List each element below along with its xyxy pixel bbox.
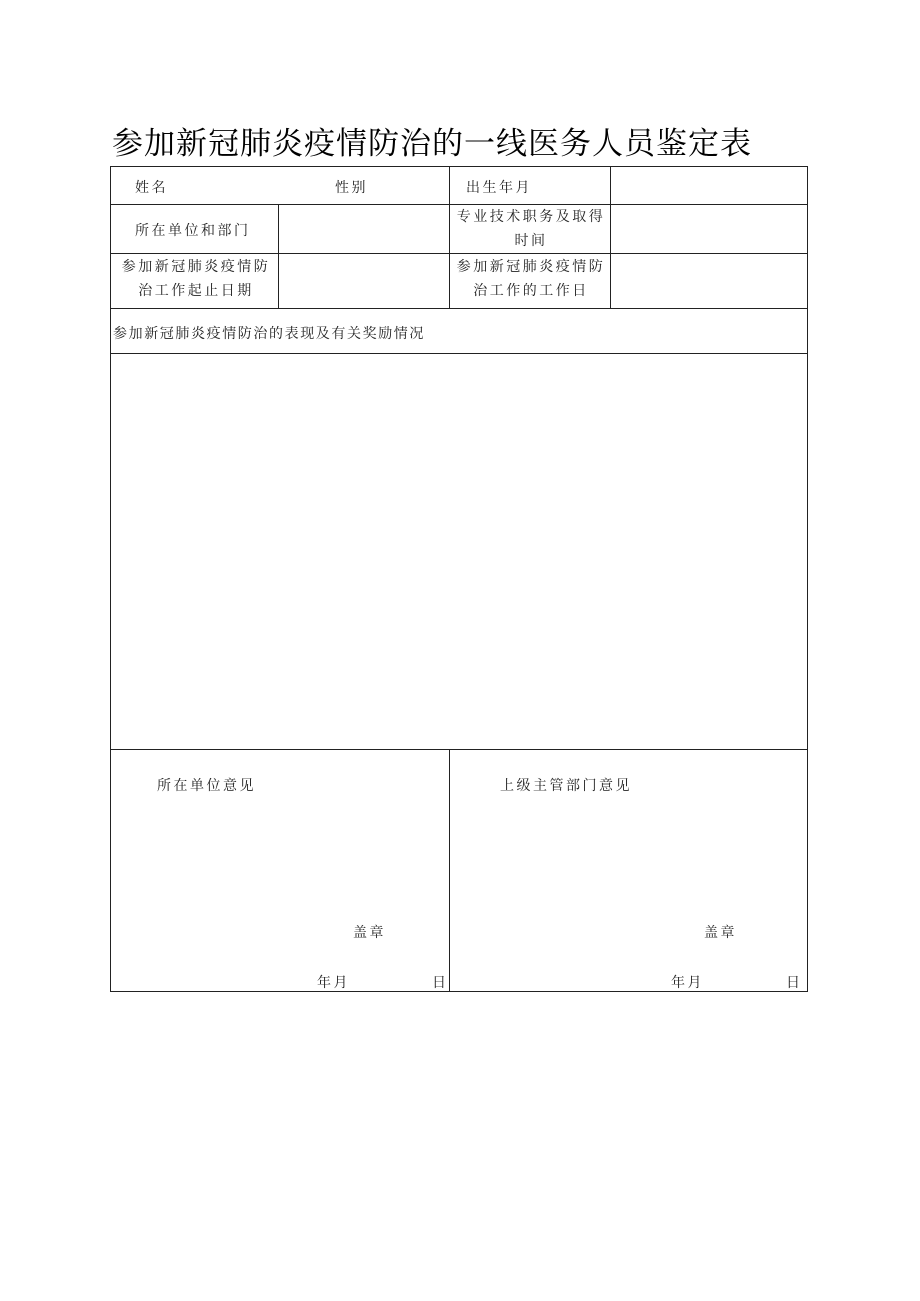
gender-label: 性别	[335, 180, 368, 196]
name-label: 姓名	[135, 180, 168, 196]
professional-title-field[interactable]	[612, 206, 805, 252]
appraisal-form-table	[110, 166, 808, 992]
unit-label: 所在单位和部门	[135, 223, 251, 239]
unit-seal-label: 盖章	[353, 925, 386, 941]
name-field[interactable]	[181, 169, 331, 202]
performance-label: 参加新冠肺炎疫情防治的表现及有关奖励情况	[113, 326, 425, 342]
unit-day-label: 日	[432, 975, 449, 991]
superior-opinion-field[interactable]	[451, 801, 805, 911]
row-divider	[111, 308, 807, 309]
professional-title-label: 专业技术职务及取得时间	[456, 209, 606, 249]
superior-year-month-label: 年月	[671, 975, 704, 991]
column-divider	[449, 749, 450, 991]
unit-opinion-field[interactable]	[113, 801, 447, 911]
column-divider	[449, 167, 450, 308]
row-divider	[111, 253, 807, 254]
column-divider	[610, 167, 611, 308]
superior-opinion-label: 上级主管部门意见	[500, 778, 632, 794]
superior-seal-label: 盖章	[704, 925, 737, 941]
column-divider	[278, 204, 279, 308]
performance-field[interactable]	[113, 355, 805, 747]
row-divider	[111, 353, 807, 354]
gender-field[interactable]	[379, 169, 447, 202]
unit-field[interactable]	[280, 206, 447, 252]
superior-day-label: 日	[786, 975, 803, 991]
workdays-field[interactable]	[612, 255, 805, 307]
unit-year-month-label: 年月	[317, 975, 350, 991]
work-dates-label: 参加新冠肺炎疫情防治工作起止日期	[121, 259, 271, 299]
workdays-label: 参加新冠肺炎疫情防治工作的工作日	[456, 259, 606, 299]
form-title: 参加新冠肺炎疫情防治的一线医务人员鉴定表	[112, 126, 752, 162]
birth-label: 出生年月	[466, 180, 532, 196]
unit-opinion-label: 所在单位意见	[157, 778, 256, 794]
birth-field[interactable]	[612, 169, 805, 202]
row-divider	[111, 749, 807, 750]
work-dates-field[interactable]	[280, 255, 447, 307]
